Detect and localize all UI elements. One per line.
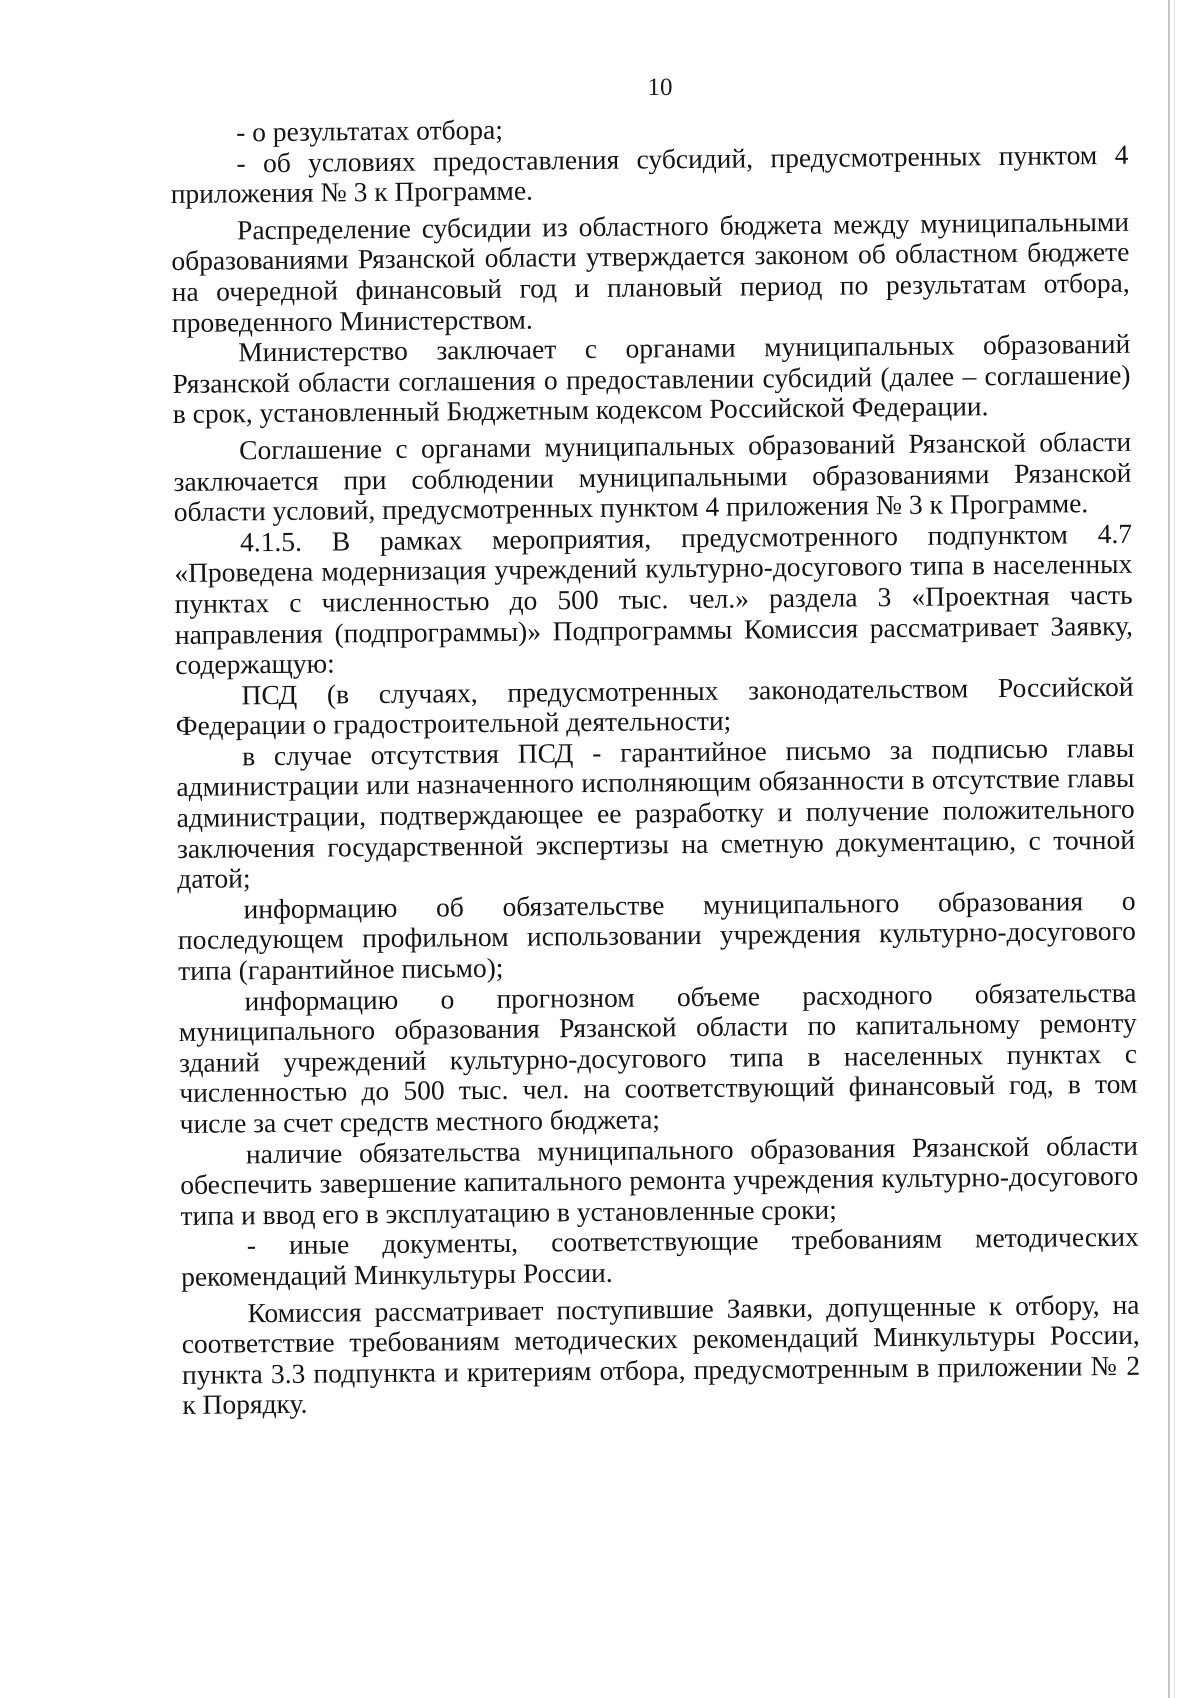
paragraph-selection-results: - о результатах отбора; [235, 113, 504, 148]
paragraph-guarantee-letter: в случае отсутствия ПСД - гарантийное письмо за подписью главы администрации или назначенного исполняющим обязанности в отсутствие главы администрации, подтверждающее ее разработку и получение положительного заключения государственной экспертизы на сметную документацию, с точной датой; [176, 731, 1136, 895]
paragraph-subsidy-distribution: Распределение субсидии из областного бюджета между муниципальными образованиями Рязанской области утверждается законом об областном бюджете на очередной финансовый год и плановый период по результатам отбора, проведенного Министерством. [171, 205, 1130, 338]
paragraph-ministry-agreements: Министерство заключает с органами муниципальных образований Рязанской области соглашения о предоставлении субсидий (далее – соглашение) в срок, установленный Бюджетным кодексом Российской Федерации. [172, 327, 1131, 430]
paragraph-commission-review: Комиссия рассматривает поступившие Заявки, допущенные к отбору, на соответствие требованиям методических рекомендаций Минкультуры России, пункта 3.3 подпункта и критериям отбора, предусмотренным в приложении № 2 к Порядку. [181, 1288, 1141, 1421]
paragraph-4-1-5: 4.1.5. В рамках мероприятия, предусмотренного подпунктом 4.7 «Проведена модернизация учреждений культурно-досугового типа в населенных пунктах с численностью до 500 тыс. чел.» раздела 3 «Проектная часть направления (подпрограммы)» Подпрограммы Комиссия рассматривает Заявку, содержащую: [174, 517, 1134, 681]
paragraph-psd: ПСД (в случаях, предусмотренных законодательством Российской Федерации о градостроительной деятельности; [175, 670, 1134, 742]
paragraph-completion-obligation: наличие обязательства муниципального образования Рязанской области обеспечить завершение капитального ремонта учреждения культурно-досугового типа и ввод его в эксплуатацию в установленные сроки; [180, 1129, 1139, 1231]
paragraph-other-documents: - иные документы, соответствующие требованиям методических рекомендаций Минкультуры России. [180, 1221, 1139, 1292]
paragraph-agreement-conditions: Соглашение с органами муниципальных образований Рязанской области заключается при соблюдении муниципальными образованиями Рязанской области условий, предусмотренных пунктом 4 приложения № 3 к Программе. [173, 425, 1132, 528]
document-body [170, 109, 1140, 1421]
paragraph-profile-use: информацию об обязательстве муниципального образования о последующем профильном использовании учреждения культурно-досугового типа (гарантийное письмо); [177, 884, 1136, 986]
scan-edge-line [1168, 0, 1170, 1698]
paragraph-forecast-obligation: информацию о прогнозном объеме расходного обязательства муниципального образования Рязанской области по капитальному ремонту зданий учреждений культурно-досугового типа в населенных пунктах с численностью до 500 тыс. чел. на соответствующий финансовый год, в том числе за счет средств местного бюджета; [178, 976, 1138, 1139]
scan-edge-line-secondary [1174, 0, 1175, 1698]
page-number: 10 [647, 74, 673, 101]
paragraph-subsidy-conditions: - об условиях предоставления субсидий, предусмотренных пунктом 4 приложения № 3 к Программе. [170, 138, 1129, 210]
